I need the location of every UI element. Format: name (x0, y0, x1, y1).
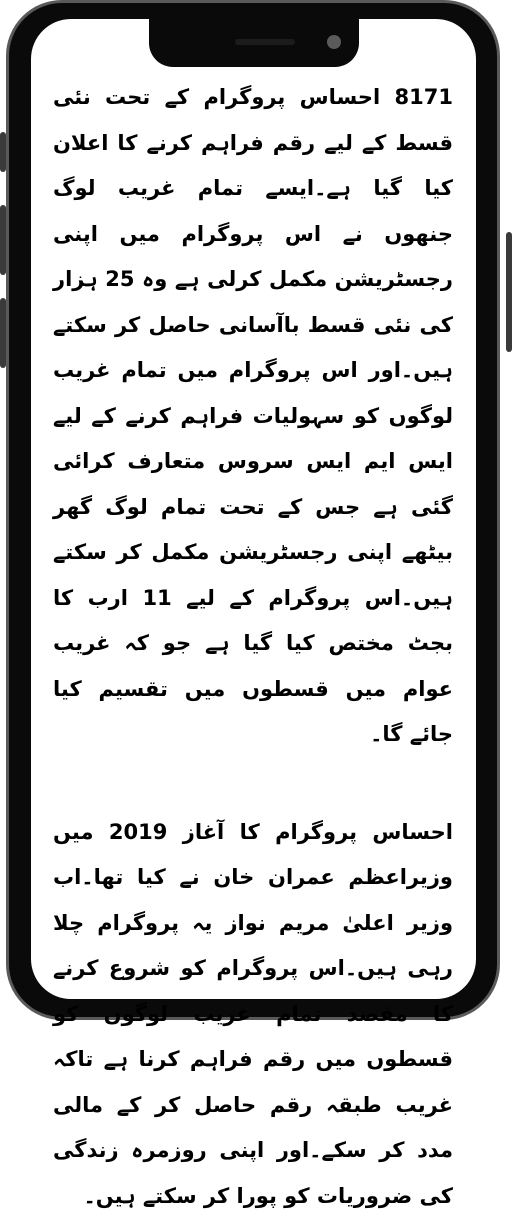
phone-screen (31, 19, 476, 999)
article-body (53, 75, 453, 1219)
article-paragraph-1: 8171 احساس پروگرام کے تحت نئی قسط کے لیے رقم فراہم کرنے کا اعلان کیا گیا ہے۔ایسے تمام غریب لوگ جنھوں نے اس پروگرام میں اپنی رجسٹریشن مکمل کرلی ہے وہ 25 ہزار کی نئی قسط باآسانی حاصل کر سکتے ہیں۔اور اس پروگرام میں تمام غریب لوگوں کو سہولیات فراہم کرنے کے لیے ایس ایم ایس سروس متعارف کرائی گئی ہے جس کے تحت تمام لوگ گھر بیٹھے اپنی رجسٹریشن مکمل کر سکتے ہیں۔اس پروگرام کے لیے 11 ارب کا بجٹ مختص کیا گیا ہے جو کہ غریب عوام میں قسطوں میں تقسیم کیا جائے گا۔ (53, 75, 453, 758)
power-button (506, 232, 512, 352)
phone-frame (6, 0, 500, 1020)
article-paragraph-2: احساس پروگرام کا آغاز 2019 میں وزیراعظم عمران خان نے کیا تھا۔اب وزیر اعلیٰ مریم نواز یہ پروگرام چلا رہی ہیں۔اس پروگرام کو شروع کرنے کا مقصد تمام غریب لوگوں کو قسطوں میں رقم فراہم کرنا ہے تاکہ غریب طبقہ رقم حاصل کر کے مالی مدد کر سکے۔اور اپنی روزمرہ زندگی کی ضروریات کو پورا کر سکتے ہیں۔ (53, 810, 453, 1219)
phone-notch (149, 19, 359, 67)
front-camera-icon (327, 35, 341, 49)
speaker-grille (235, 39, 295, 45)
